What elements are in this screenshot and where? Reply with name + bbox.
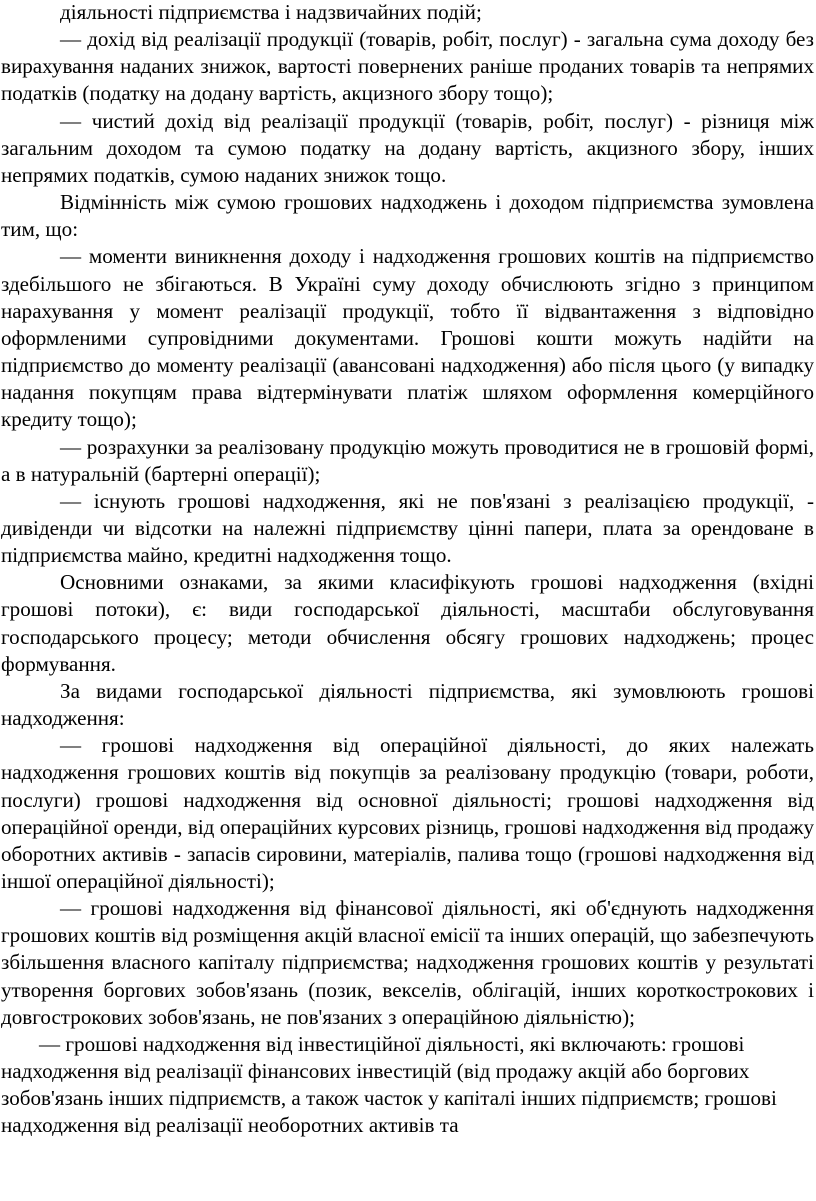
paragraph-10: — грошові надходження від операційної діяльності, до яких належать надходження грошових коштів від покупців за реалізовану продукцію (товари, роботи, послуги) грошові надходження від основної діяльності; грошові надходження від операційної оренди, від операційних курсових різниць, грошові надходження від продажу оборотних активів - запасів сировини, матеріалів, палива тощо (грошові надходження від іншої операційної діяльності);	[1, 733, 814, 893]
paragraph-8: Основними ознаками, за якими класифікують грошові надходження (вхідні грошові потоки), є: види господарської діяльності, масштаби обслуговування господарського процесу; методи обчислення обсягу грошових надходжень; процес формування.	[1, 570, 814, 676]
paragraph-1: діяльності підприємства і надзвичайних подій;	[60, 0, 482, 24]
paragraph-11: — грошові надходження від фінансової діяльності, які об'єднують надходження грошових коштів від розміщення акцій власної емісії та інших операцій, що забезпечують збільшення власного капіталу підприємства; надходження грошових коштів у результаті утворення боргових зобов'язань (позик, векселів, облігацій, інших короткострокових і довгострокових зобов'язань, не пов'язаних з операційною діяльністю);	[1, 896, 814, 1029]
paragraph-5: — моменти виникнення доходу і надходження грошових коштів на підприємство здебільшого не збігаються. В Україні суму доходу обчислюють згідно з принципом нарахування у момент реалізації продукції, тобто її відвантаження з відповідно оформленими супровідними документами. Грошові кошти можуть надійти на підприємство до моменту реалізації (авансовані надходження) або після цього (у випадку надання покупцям права відтермінувати платіж шляхом оформлення комерційного кредиту тощо);	[1, 244, 814, 432]
paragraph-12: — грошові надходження від інвестиційної діяльності, які включають: грошові надходження від реалізації фінансових інвестицій (від продажу акцій або боргових зобов'язань інших підприємств, а також часток у капіталі інших підприємств; грошові надходження від реалізації необоротних активів та	[1, 1031, 777, 1138]
paragraph-7: — існують грошові надходження, які не пов'язані з реалізацією продукції, - дивіденди чи відсотки на належні підприємству цінні папери, плата за орендоване в підприємства майно, кредитні надходження тощо.	[1, 488, 814, 568]
paragraph-2: — дохід від реалізації продукції (товарів, робіт, послуг) - загальна сума доходу без вирахування наданих знижок, вартості повернених раніше проданих товарів та непрямих податків (податку на додану вартість, акцизного збору тощо);	[1, 27, 814, 106]
paragraph-3: — чистий дохід від реалізації продукції (товарів, робіт, послуг) - різниця між загальним доходом та сумою податку на додану вартість, акцизного збору, інших непрямих податків, сумою наданих знижок тощо.	[1, 108, 814, 187]
paragraph-4: Відмінність між сумою грошових надходжень і доходом підприємства зумовлена тим, що:	[1, 190, 814, 242]
paragraph-9: За видами господарської діяльності підприємства, які зумовлюють грошові надходження:	[1, 678, 814, 731]
paragraph-6: — розрахунки за реалізовану продукцію можуть проводитися не в грошовій формі, а в натуральній (бартерні операції);	[1, 434, 814, 486]
